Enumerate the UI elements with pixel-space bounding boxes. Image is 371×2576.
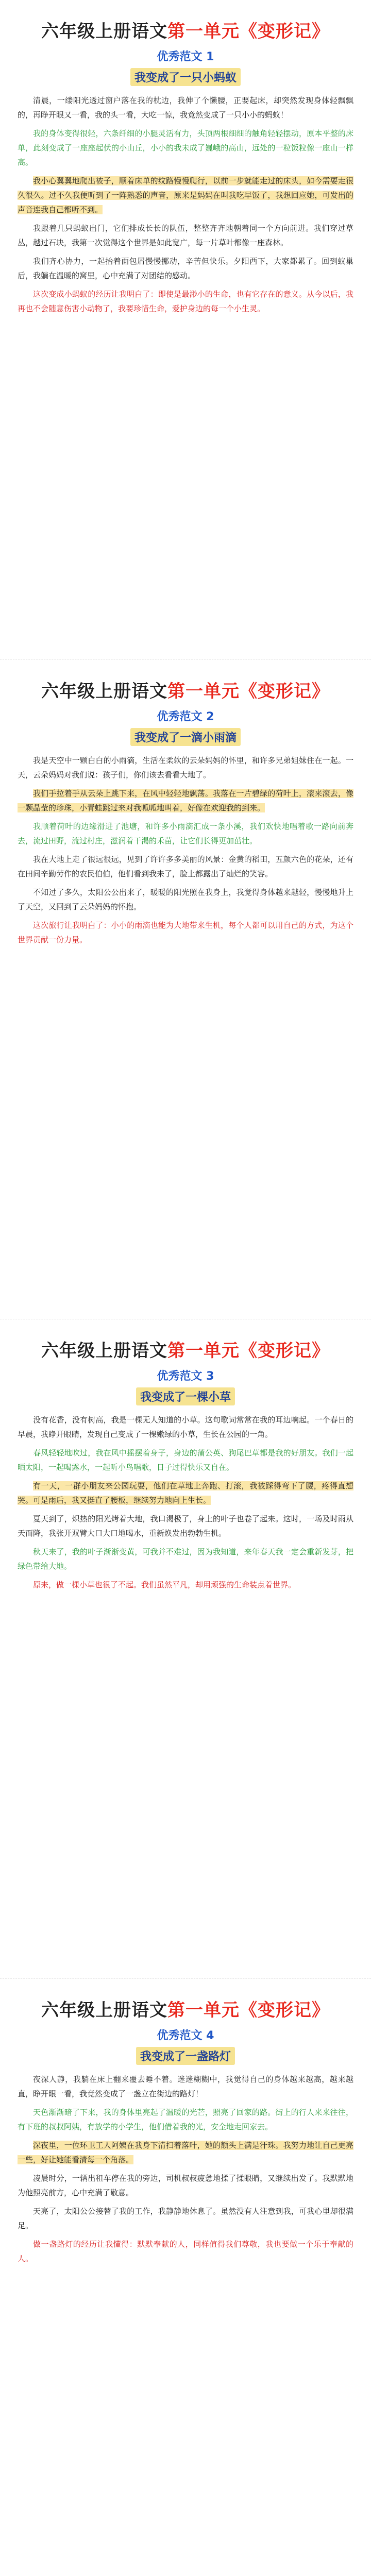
essay-subtitle: 我变成了一滴小雨滴 [130,728,241,746]
paragraph: 我们齐心协力，一起抬着面包屑慢慢挪动，辛苦但快乐。夕阳西下，大家都累了。回到蚁巢后，我躺在温暖的窝里，心中充满了对团结的感动。 [18,256,353,280]
paragraph: 我们手拉着手从云朵上跳下来，在风中轻轻地飘荡。我落在一片碧绿的荷叶上，滚来滚去，像一颗晶莹的珍珠，小青蛙跳过来对我呱呱地叫着，好像在欢迎我的到来。 [18,788,353,812]
essay-title [18,681,353,703]
paragraph: 夏天到了，炽热的阳光烤着大地，我口渴极了，身上的叶子也卷了起来。这时，一场及时雨从天而降，我张开双臂大口大口地喝水，重新焕发出勃勃生机。 [18,1514,353,1538]
title-prefix: 六年级上册语文 [41,21,167,42]
paragraph: 天亮了，太阳公公接替了我的工作，我静静地休息了。虽然没有人注意到我，可我心里却很满足。 [18,2206,353,2230]
title-accent: 第一单元《变形记》 [167,1341,330,1361]
essay-title [18,1999,353,2022]
paragraph: 做一盏路灯的经历让我懂得：默默奉献的人，同样值得我们尊敬，我也要做一个乐于奉献的人。 [18,2239,353,2263]
paragraph: 我是天空中一颗白白的小雨滴，生活在柔软的云朵妈妈的怀里，和许多兄弟姐妹住在一起。一天，云朵妈妈对我们说：孩子们，你们该去看看大地了。 [18,755,353,779]
paragraph: 天色渐渐暗了下来，我的身体里亮起了温暖的光芒，照亮了回家的路。街上的行人来来往往，有下班的叔叔阿姨，有放学的小学生，他们借着我的光，安全地走回家去。 [18,2107,353,2131]
essay-number: 优秀范文 3 [157,1369,214,1383]
essay-section-1 [0,0,371,659]
paragraph: 秋天来了，我的叶子渐渐变黄，可我并不难过，因为我知道，来年春天我一定会重新发芽，把绿色带给大地。 [18,1547,353,1571]
essay-section-4 [0,1978,371,2576]
title-accent: 第一单元《变形记》 [167,21,330,42]
essay-title [18,1340,353,1362]
paragraph: 凌晨时分，一辆出租车停在我的旁边，司机叔叔疲惫地揉了揉眼睛，又继续出发了。我默默地为他照亮前方，心中充满了敬意。 [18,2173,353,2197]
essay-number: 优秀范文 4 [157,2029,214,2042]
title-accent: 第一单元《变形记》 [167,2000,330,2021]
title-prefix: 六年级上册语文 [41,1341,167,1361]
paragraph: 我跟着几只蚂蚁出门，它们排成长长的队伍，整整齐齐地朝着同一个方向前进。我们穿过草丛，越过石块，我第一次觉得这个世界是如此宽广，每一片草叶都像一座森林。 [18,223,353,247]
paragraph: 清晨，一缕阳光透过窗户落在我的枕边，我伸了个懒腰，正要起床，却突然发现身体轻飘飘的，再睁开眼又一看，我的头一看，大吃一惊，我竟然变成了一只小小的蚂蚁！ [18,95,353,120]
essay-title [18,21,353,43]
paragraph: 原来，做一棵小草也很了不起。我们虽然平凡，却用顽强的生命装点着世界。 [33,1580,296,1589]
paragraph: 这次变成小蚂蚁的经历让我明白了：即使是最渺小的生命，也有它存在的意义。从今以后，我再也不会随意伤害小动物了，我要珍惜生命，爱护身边的每一个小生灵。 [18,289,353,313]
essay-section-2 [0,659,371,1319]
essay-number: 优秀范文 2 [157,710,214,723]
paragraph: 有一天，一群小朋友来公园玩耍，他们在草地上奔跑、打滚，我被踩得弯下了腰，疼得直想哭。可是雨后，我又挺直了腰板，继续努力地向上生长。 [18,1481,353,1505]
paragraph: 我的身体变得很轻，六条纤细的小腿灵活有力，头顶两根细细的触角轻轻摆动，原本平整的床单，此刻变成了一座座起伏的小山丘，小小的我未成了巍峨的高山，远处的一粒饭粒像一座山一样高。 [18,128,353,167]
paragraph: 春风轻轻地吹过，我在风中摇摆着身子，身边的蒲公英、狗尾巴草都是我的好朋友。我们一起晒太阳，一起喝露水，一起听小鸟唱歌，日子过得快乐又自在。 [18,1448,353,1472]
paragraph: 我顺着荷叶的边缘滑进了池塘，和许多小雨滴汇成一条小溪，我们欢快地唱着歌一路向前奔去，流过田野，流过村庄，滋润着干渴的禾苗，让它们长得更加茁壮。 [18,821,353,845]
paragraph: 深夜里，一位环卫工人阿姨在我身下清扫着落叶，她的额头上满是汗珠。我努力地让自己更亮一些，好让她能看清每一个角落。 [18,2140,353,2164]
paragraph: 我在大地上走了很远很远，见到了许许多多美丽的风景：金黄的稻田，五颜六色的花朵，还有在田间辛勤劳作的农民伯伯，他们看到我来了，脸上都露出了灿烂的笑容。 [18,854,353,878]
essay-section-3 [0,1319,371,1978]
title-prefix: 六年级上册语文 [41,681,167,702]
essay-subtitle: 我变成了一棵小草 [136,1387,235,1405]
essay-subtitle: 我变成了一只小蚂蚁 [130,68,241,86]
title-accent: 第一单元《变形记》 [167,681,330,702]
essay-subtitle: 我变成了一盏路灯 [136,2047,235,2065]
paragraph: 这次旅行让我明白了：小小的雨滴也能为大地带来生机，每个人都可以用自己的方式，为这个世界贡献一份力量。 [18,920,353,944]
paragraph: 夜深人静，我躺在床上翻来覆去睡不着。迷迷糊糊中，我觉得自己的身体越来越高，越来越直，睁开眼一看，我竟然变成了一盏立在街边的路灯！ [18,2074,353,2098]
title-prefix: 六年级上册语文 [41,2000,167,2021]
essay-number: 优秀范文 1 [157,50,214,63]
paragraph: 没有花香，没有树高，我是一棵无人知道的小草。这句歌词常常在我的耳边响起。一个春日的早晨，我睁开眼睛，发现自己变成了一棵嫩绿的小草，生长在公园的一角。 [18,1415,353,1439]
paragraph: 我小心翼翼地爬出被子，顺着床单的纹路慢慢爬行，以前一步就能走过的床头，如今需要走很久很久。过不久我便听到了一阵熟悉的声音，原来是妈妈在叫我吃早饭了，我想回应她，可发出的声音连我自己都听不到。 [18,176,353,214]
paragraph: 不知过了多久，太阳公公出来了，暖暖的阳光照在我身上，我觉得身体越来越轻，慢慢地升上了天空，又回到了云朵妈妈的怀抱。 [18,887,353,911]
